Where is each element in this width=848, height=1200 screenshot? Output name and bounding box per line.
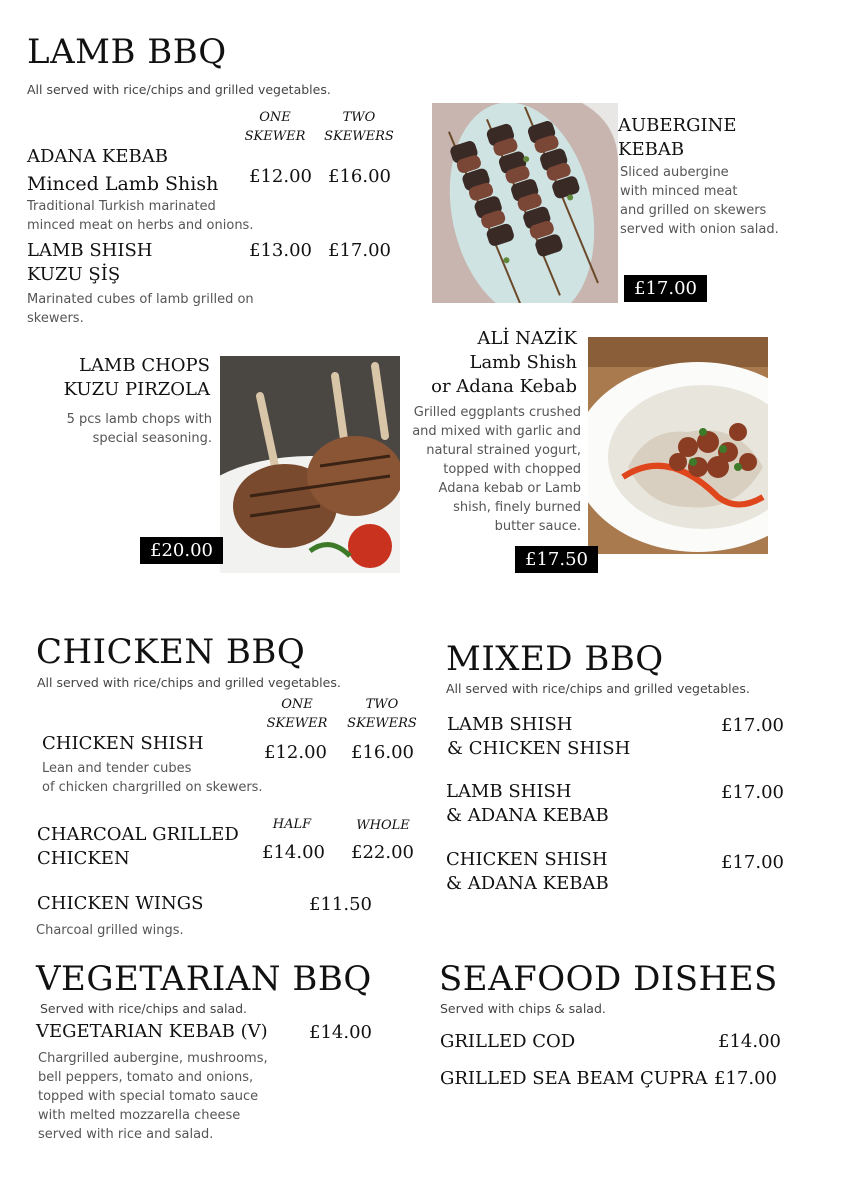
vegetarian-kebab-desc (38, 1049, 268, 1144)
aubergine-kebab-price: £17.00 (624, 275, 707, 302)
charcoal-chicken-price-whole: £22.00 (351, 842, 414, 863)
ali-nazik-desc-line: Grilled eggplants crushed (413, 405, 581, 420)
vegetarian-kebab-price: £14.00 (309, 1022, 372, 1043)
vegetarian-desc-line: topped with special tomato sauce (38, 1089, 259, 1104)
grilled-cod-name: GRILLED COD (440, 1031, 576, 1052)
ali-nazik-desc (405, 403, 581, 536)
vegetarian-desc-line: with melted mozzarella cheese (38, 1108, 241, 1123)
aubergine-desc-line: Sliced aubergine (620, 165, 729, 180)
chicken-col-one-skewer: ONE SKEWER (266, 697, 328, 731)
vegetarian-kebab-name: VEGETARIAN KEBAB (V) (36, 1021, 268, 1042)
chicken-shish-name: CHICKEN SHISH (42, 733, 204, 754)
lamb-chops-name: LAMB CHOPS KUZU PIRZOLA (63, 355, 210, 400)
chicken-bbq-title: CHICKEN BBQ (36, 632, 306, 672)
mixed-item-lamb-adana: LAMB SHISH & ADANA KEBAB (446, 781, 609, 826)
adana-price-one: £12.00 (249, 166, 312, 187)
ali-nazik-desc-line: natural strained yogurt, (426, 443, 581, 458)
chicken-col-half: HALF (272, 817, 312, 832)
lamb-bbq-subtitle: All served with rice/chips and grilled vegetables. (27, 82, 331, 97)
aubergine-kebab-desc (620, 163, 779, 239)
chicken-wings-desc: Charcoal grilled wings. (36, 923, 184, 938)
chicken-col-whole: WHOLE (356, 818, 410, 833)
ali-nazik-desc-line: topped with chopped (443, 462, 581, 477)
vegetarian-bbq-title: VEGETARIAN BBQ (36, 959, 372, 999)
seafood-dishes-title: SEAFOOD DISHES (439, 959, 778, 999)
chicken-wings-name: CHICKEN WINGS (37, 893, 204, 914)
ali-nazik-desc-line: and mixed with garlic and (412, 424, 581, 439)
ali-nazik-desc-line: Adana kebab or Lamb (438, 481, 581, 496)
adana-kebab-name: ADANA KEBAB Minced Lamb Shish (27, 146, 219, 195)
grilled-cod-price: £14.00 (718, 1031, 781, 1052)
lamb-shish-desc: Marinated cubes of lamb grilled on skewers. (27, 292, 254, 326)
vegetarian-desc-line: served with rice and salad. (38, 1127, 214, 1142)
charcoal-grilled-chicken-name: CHARCOAL GRILLED CHICKEN (37, 824, 239, 869)
lamb-shish-price-one: £13.00 (249, 240, 312, 261)
adana-price-two: £16.00 (328, 166, 391, 187)
mixed-bbq-title: MIXED BBQ (446, 639, 664, 679)
mixed-item-lamb-adana-price: £17.00 (721, 782, 784, 803)
mixed-item-lamb-chicken-price: £17.00 (721, 715, 784, 736)
lamb-chops-desc: 5 pcs lamb chops with special seasoning. (66, 412, 212, 446)
aubergine-desc-line: served with onion salad. (620, 222, 779, 237)
lamb-shish-name: LAMB SHISH KUZU ŞİŞ (27, 240, 153, 285)
lamb-chops-photo (220, 356, 400, 573)
ali-nazik-photo (588, 337, 768, 554)
col-one-skewer: ONE SKEWER (244, 110, 306, 144)
charcoal-chicken-price-half: £14.00 (262, 842, 325, 863)
aubergine-desc-line: and grilled on skewers (620, 203, 767, 218)
chicken-bbq-subtitle: All served with rice/chips and grilled vegetables. (37, 675, 341, 690)
adana-desc: Traditional Turkish marinated minced meat on herbs and onions. (27, 199, 254, 233)
lamb-chops-price: £20.00 (140, 537, 223, 564)
aubergine-kebab-name: AUBERGINE KEBAB (618, 115, 737, 160)
grilled-sea-beam-price: £17.00 (714, 1068, 777, 1089)
seafood-dishes-subtitle: Served with chips & salad. (440, 1001, 606, 1016)
chicken-shish-desc: Lean and tender cubes of chicken chargrilled on skewers. (42, 761, 263, 795)
vegetarian-bbq-subtitle: Served with rice/chips and salad. (40, 1001, 248, 1016)
mixed-item-lamb-chicken: LAMB SHISH & CHICKEN SHISH (447, 714, 631, 759)
lamb-bbq-title: LAMB BBQ (27, 32, 227, 72)
grilled-sea-beam-name: GRILLED SEA BEAM ÇUPRA (440, 1068, 708, 1089)
ali-nazik-desc-line: shish, finely burned (453, 500, 581, 515)
chicken-shish-price-one: £12.00 (264, 742, 327, 763)
ali-nazik-price: £17.50 (515, 546, 598, 573)
mixed-item-chicken-adana-price: £17.00 (721, 852, 784, 873)
chicken-shish-price-two: £16.00 (351, 742, 414, 763)
vegetarian-desc-line: Chargrilled aubergine, mushrooms, (38, 1051, 268, 1066)
chicken-wings-price: £11.50 (309, 894, 372, 915)
ali-nazik-desc-line: butter sauce. (494, 519, 581, 534)
col-two-skewers: TWO SKEWERS (324, 110, 394, 144)
chicken-col-two-skewers: TWO SKEWERS (347, 697, 417, 731)
mixed-item-chicken-adana: CHICKEN SHISH & ADANA KEBAB (446, 849, 609, 894)
lamb-shish-price-two: £17.00 (328, 240, 391, 261)
aubergine-kebab-photo (432, 103, 618, 303)
vegetarian-desc-line: bell peppers, tomato and onions, (38, 1070, 254, 1085)
mixed-bbq-subtitle: All served with rice/chips and grilled vegetables. (446, 681, 750, 696)
ali-nazik-name: ALİ NAZİK Lamb Shish or Adana Kebab (431, 328, 577, 397)
aubergine-desc-line: with minced meat (620, 184, 738, 199)
